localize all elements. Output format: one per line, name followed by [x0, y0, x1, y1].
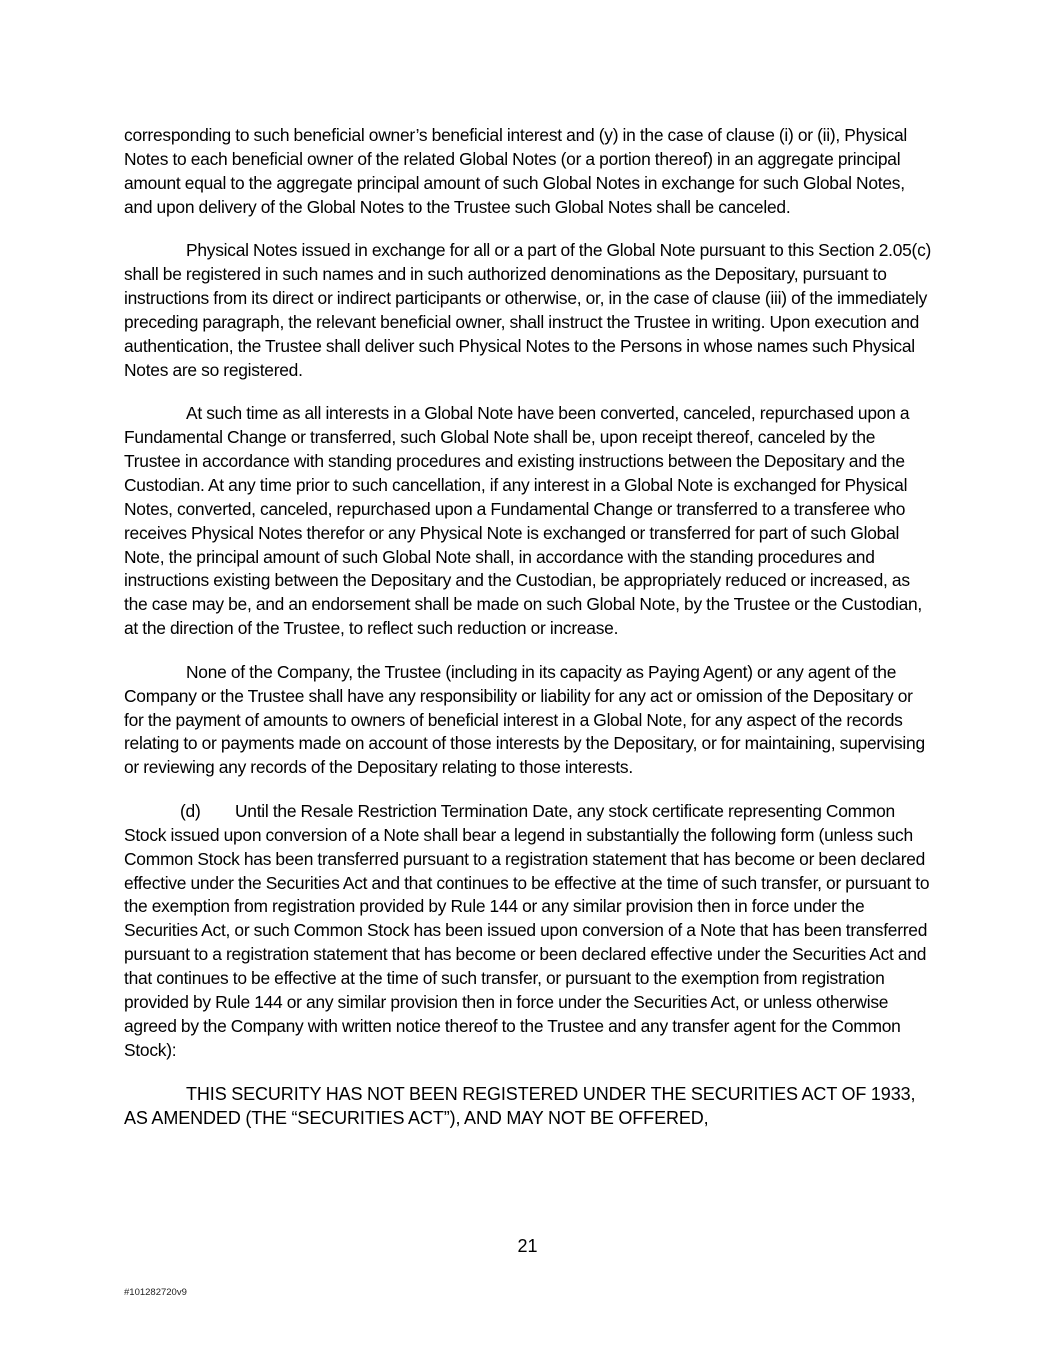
paragraph-physical-notes-registration: Physical Notes issued in exchange for all or a part of the Global Note pursuant to this Section 2.05(c) shall be registered in such names and in such authorized denominations as the Depositary, pursuant to instructions from its direct or indirect participants or otherwise, or, in the case of clause (iii) of the immediately preceding paragraph, the relevant beneficial owner, shall instruct the Trustee in writing. Upon execution and authentication, the Trustee shall deliver such Physical Notes to the Persons in whose names such Physical Notes are so registered. [124, 240, 932, 380]
document-id: #101282720v9 [124, 1287, 187, 1298]
document-body [124, 124, 934, 1150]
paragraph-liability-disclaimer: None of the Company, the Trustee (including in its capacity as Paying Agent) or any agent of the Company or the Trustee shall have any responsibility or liability for any act or omission of the Depositary or for the payment of amounts to owners of beneficial interest in a Global Note, for any aspect of the records relating to or payments made on account of those interests by the Depositary, or for maintaining, supervising or reviewing any records of the Depositary relating to those interests. [124, 661, 925, 778]
paragraph-global-note-cancellation: At such time as all interests in a Global Note have been converted, canceled, repurchased upon a Fundamental Change or transferred, such Global Note shall be, upon receipt thereof, canceled by the Trustee in accordance with standing procedures and existing instructions between the Depositary and the Custodian. At any time prior to such cancellation, if any interest in a Global Note is exchanged for Physical Notes, converted, canceled, repurchased upon a Fundamental Change or transferred to a transferee who receives Physical Notes therefor or any Physical Note is exchanged or transferred for part of such Global Note, the principal amount of such Global Note shall, in accordance with the standing procedures and instructions existing between the Depositary and the Custodian, be appropriately reduced or increased, as the case may be, and an endorsement shall be made on such Global Note, by the Trustee or the Custodian, at the direction of the Trustee, to reflect such reduction or increase. [124, 403, 923, 639]
section-d-paragraph [124, 800, 934, 1062]
page-number: 21 [517, 1236, 538, 1256]
paragraph-continuation: corresponding to such beneficial owner’s beneficial interest and (y) in the case of clause (i) or (ii), Physical Notes to each beneficial owner of the related Global Notes (or a portion thereof) in an aggregate principal amount equal to the aggregate principal amount of such Global Notes in exchange for such Global Notes, and upon delivery of the Global Notes to the Trustee such Global Notes shall be canceled. [124, 125, 908, 217]
section-d-label: (d) [180, 801, 201, 822]
section-d-text: Until the Resale Restriction Termination Date, any stock certificate representing Common Stock issued upon conversion of a Note shall bear a legend in substantially the following form (unless such Common Stock has been transferred pursuant to a registration statement that has become or been declared effective under the Securities Act and that continues to be effective at the time of such transfer, or pursuant to the exemption from registration provided by Rule 144 or any similar provision then in force under the Securities Act, or such Common Stock has been issued upon conversion of a Note that has been transferred pursuant to a registration statement that has become or been declared effective under the Securities Act and that continues to be effective at the time of such transfer, or pursuant to the exemption from registration provided by Rule 144 or any similar provision then in force under the Securities Act, or unless otherwise agreed by the Company with written notice thereof to the Trustee and any transfer agent for the Common Stock): [124, 801, 930, 1060]
securities-legend: THIS SECURITY HAS NOT BEEN REGISTERED UNDER THE SECURITIES ACT OF 1933, AS AMENDED (THE “SECURITIES ACT”), AND MAY NOT BE OFFERED, [124, 1084, 916, 1129]
